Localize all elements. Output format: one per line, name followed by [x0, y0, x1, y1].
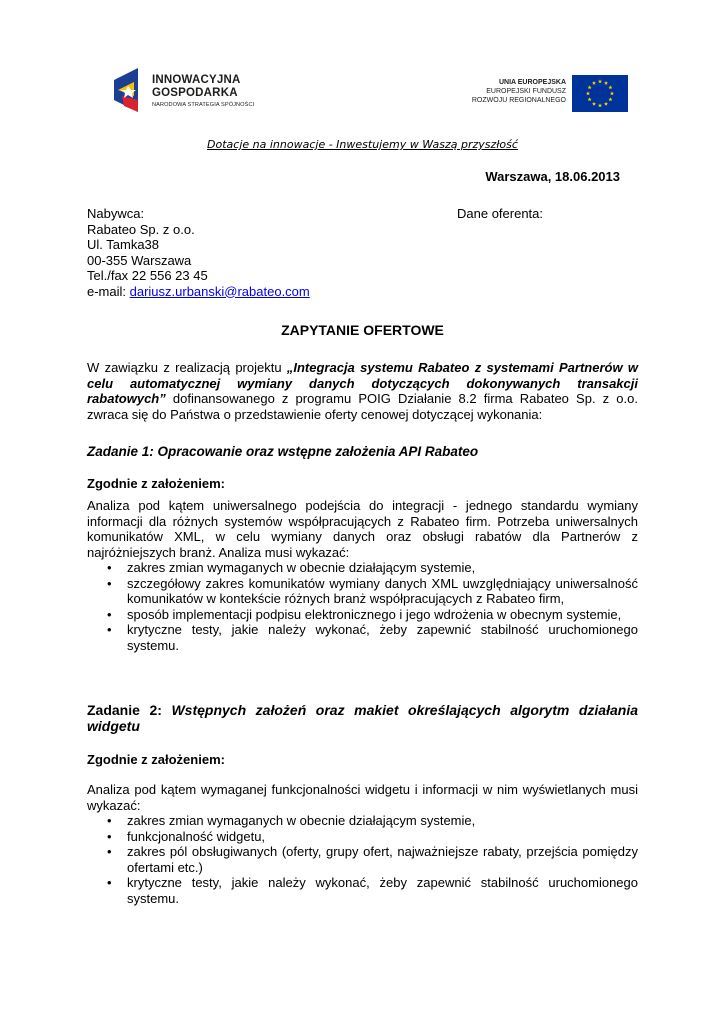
task2-title-text: Wstępnych założeń oraz makiet określających algorytm działania widgetu [87, 702, 638, 734]
list-item: • krytyczne testy, jakie należy wykonać, żeby zapewnić stabilność uruchomionego systemu. [87, 875, 638, 906]
task2-description: Analiza pod kątem wymaganej funkcjonalności widgetu i informacji w nim wyświetlanych musi wykazać: [87, 782, 638, 813]
buyer-email-label: e-mail: [87, 283, 130, 299]
buyer-name: Rabateo Sp. z o.o. [87, 221, 195, 237]
task1-bullet-list [87, 560, 638, 653]
task2-body [87, 782, 638, 906]
list-item: • funkcjonalność widgetu, [87, 829, 638, 845]
seller-label: Dane oferenta: [457, 206, 544, 221]
buyer-email-link[interactable]: dariusz.urbanski@rabateo.com [129, 283, 310, 299]
buyer-email-row [87, 284, 310, 300]
task2-title [87, 702, 638, 734]
list-item: • zakres zmian wymaganych w obecnie działającym systemie, [87, 560, 638, 576]
task2-compliance: Zgodnie z założeniem: [87, 752, 225, 767]
buyer-label: Nabywca: [87, 206, 145, 221]
intro-part2: dofinansowanego z programu POIG Działanie 8.2 firma Rabateo Sp. z o.o. zwraca się do Państwa o przedstawienie oferty cenowej dotyczącej wykonania: [87, 391, 638, 422]
buyer-city: 00-355 Warszawa [87, 252, 192, 268]
eu-text [472, 78, 566, 105]
eu-logo [470, 75, 628, 113]
task1-compliance: Zgodnie z założeniem: [87, 476, 225, 491]
ig-title-line1: INNOWACYJNA [152, 74, 241, 86]
intro-project-name: „Integracja systemu Rabateo z systemami Partnerów w celu automatycznej wymiany danych dotyczących dokonywanych transakcji rabatowych” [87, 360, 638, 406]
list-item: • krytyczne testy, jakie należy wykonać, żeby zapewnić stabilność uruchomionego systemu. [87, 622, 638, 653]
list-item: • szczegółowy zakres komunikatów wymiany danych XML uwzględniający uniwersalność komunikatów w kontekście różnych branż współpracujących z Rabateo firm, [87, 576, 638, 607]
buyer-phone: Tel./fax 22 556 23 45 [87, 268, 208, 283]
task1-body [87, 498, 638, 653]
task1-title-prefix: Zadanie 1: [87, 444, 158, 459]
ig-title-line2: GOSPODARKA [152, 87, 238, 99]
intro-part1: W zawiązku z realizacją projektu [87, 360, 287, 375]
buyer-block [87, 206, 310, 299]
task2-title-prefix: Zadanie 2: [87, 702, 172, 718]
task1-description: Analiza pod kątem uniwersalnego podejścia do integracji - jednego standardu wymiany informacji dla różnych systemów współpracujących z Rabateo firm. Potrzeba uniwersalnych komunikatów XML, w celu wymiany danych oraz obsługi rabatów dla Partnerów z najróżniejszych branż. Analiza musi wykazać: [87, 498, 638, 560]
eu-line3: ROZWOJU REGIONALNEGO [471, 97, 566, 104]
buyer-street: Ul. Tamka38 [87, 237, 160, 252]
ig-title [152, 74, 240, 100]
eu-flag-icon [572, 75, 628, 112]
list-item: • zakres pól obsługiwanych (oferty, grupy ofert, najważniejsze rabaty, przejścia pomiędzy ofertami etc.) [87, 844, 638, 875]
task1-title-text: Opracowanie oraz wstępne założenia API Rabateo [157, 444, 479, 459]
intro-paragraph [87, 360, 638, 422]
page-title: ZAPYTANIE OFERTOWE [281, 322, 444, 338]
list-item: • sposób implementacji podpisu elektronicznego i jego wdrożenia w obecnym systemie, [87, 607, 638, 623]
task2-bullet-list [87, 813, 638, 906]
list-item: • zakres zmian wymaganych w obecnie działającym systemie, [87, 813, 638, 829]
task1-title [87, 444, 638, 460]
innowacyjna-gospodarka-logo [112, 66, 272, 116]
document-date: Warszawa, 18.06.2013 [485, 169, 620, 184]
ig-subtitle: NARODOWA STRATEGIA SPÓJNOŚCI [152, 102, 255, 108]
motto: Dotacje na innowacje - Inwestujemy w Waszą przyszłość [207, 138, 518, 151]
eu-line1: UNIA EUROPEJSKA [498, 79, 566, 86]
ig-emblem-icon [112, 66, 148, 114]
eu-line2: EUROPEJSKI FUNDUSZ [486, 88, 566, 95]
